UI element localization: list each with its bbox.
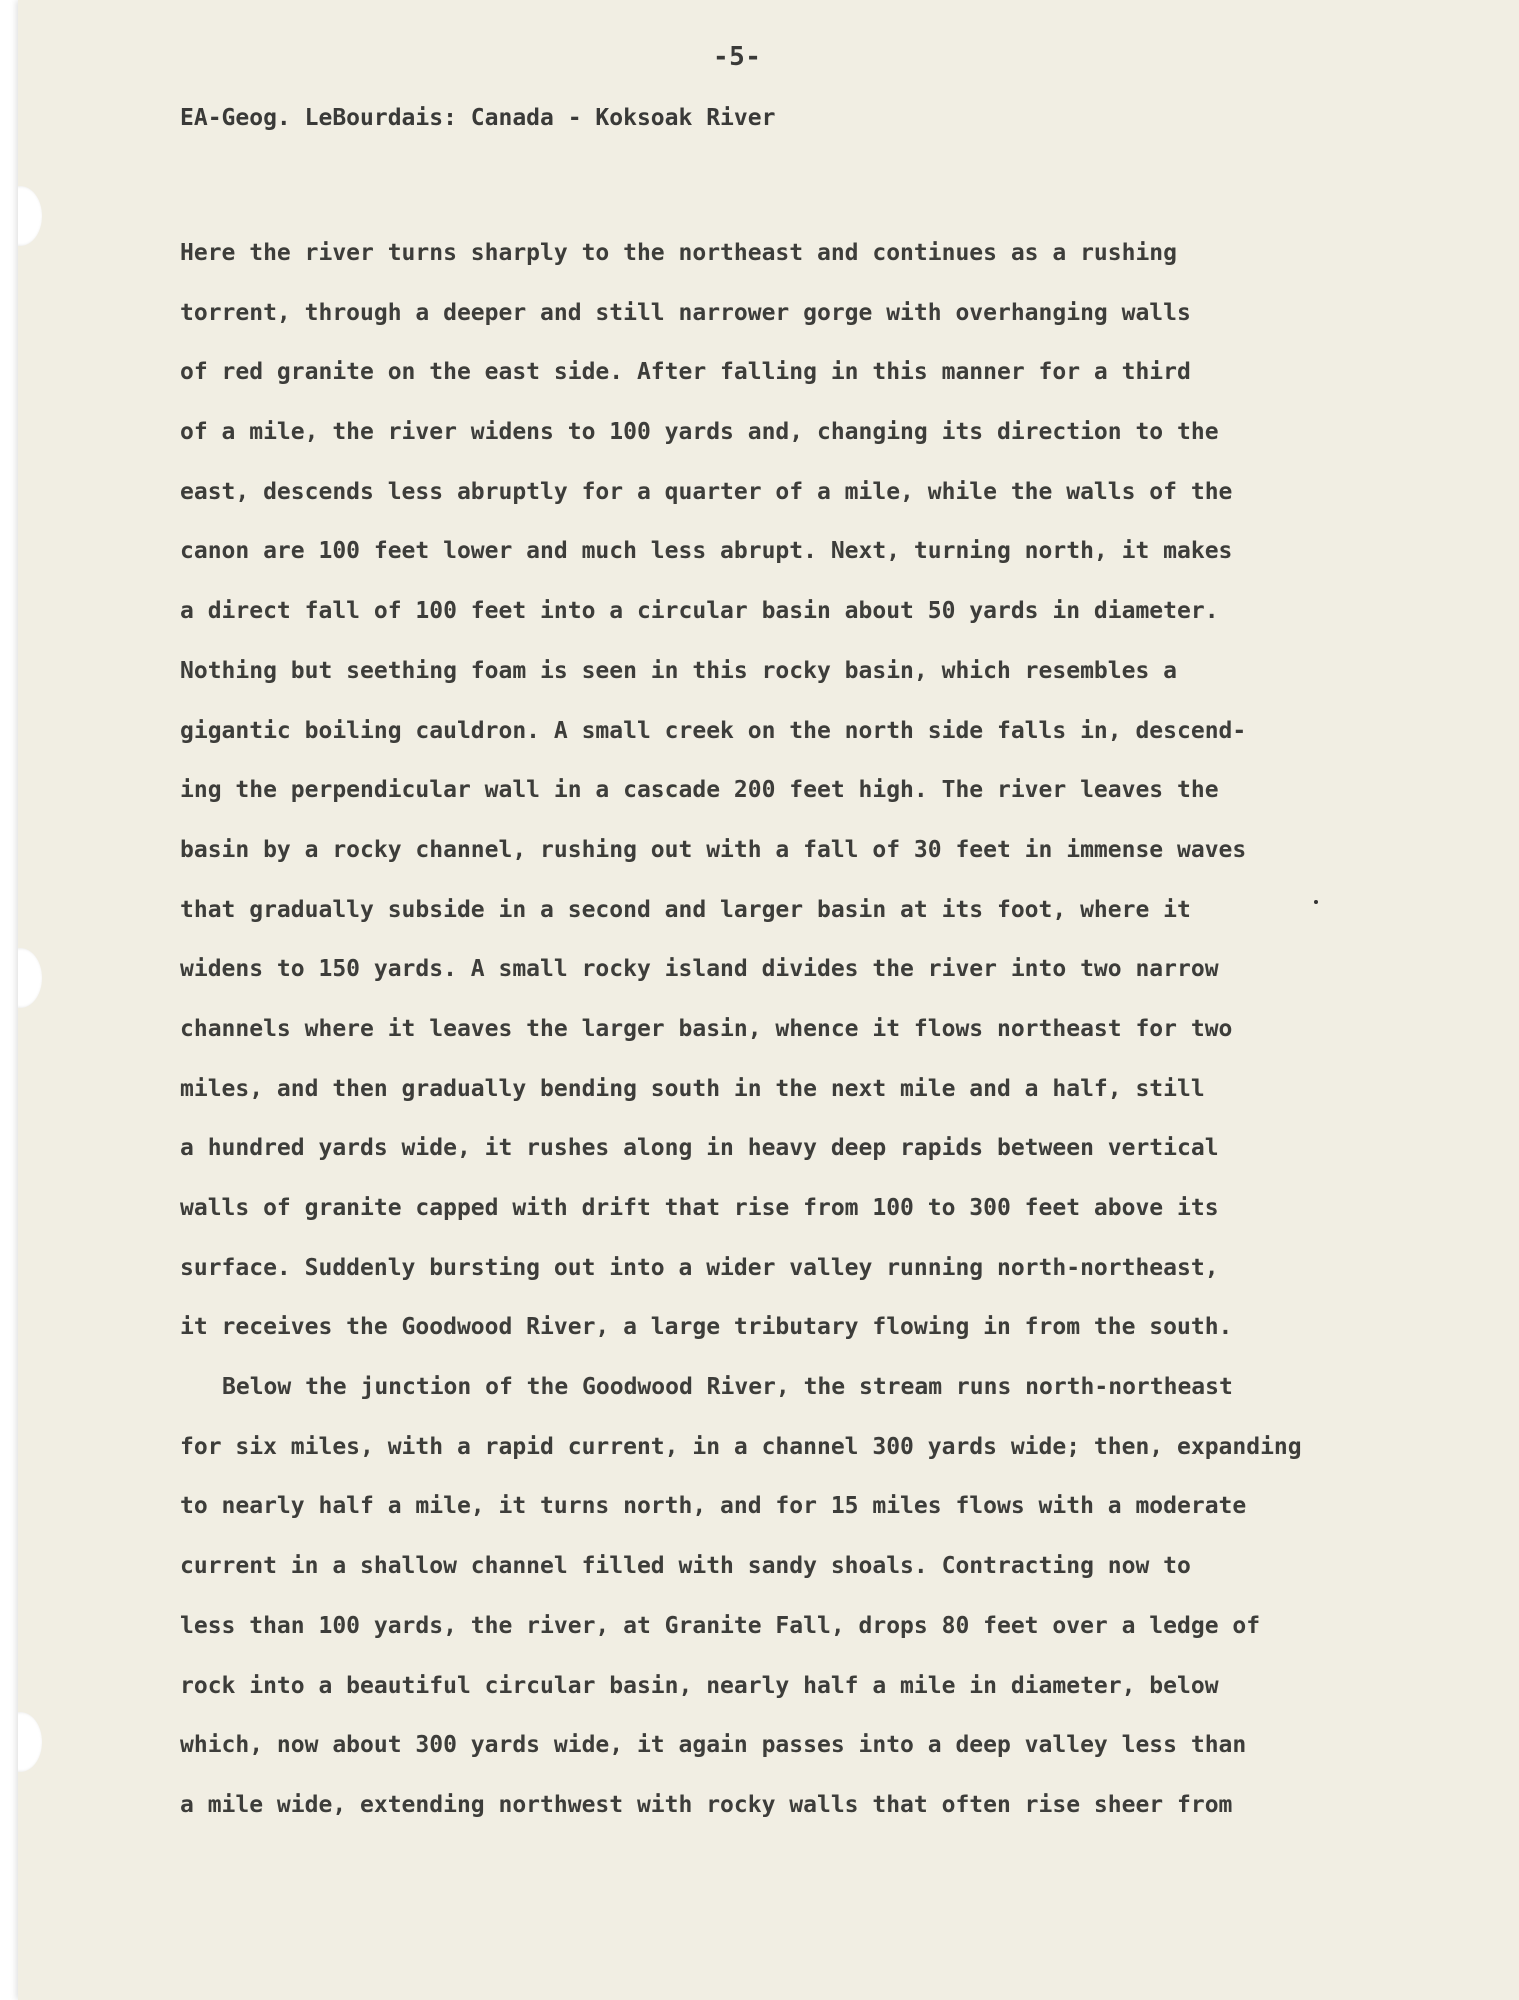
punch-hole <box>18 1712 42 1772</box>
text-line: surface. Suddenly bursting out into a wider valley running north-northeast, <box>180 1254 1219 1281</box>
text-line: a mile wide, extending northwest with rocky walls that often rise sheer from <box>180 1791 1233 1818</box>
ink-speck <box>1314 900 1318 904</box>
text-line: it receives the Goodwood River, a large tributary flowing in from the south. <box>180 1314 1233 1341</box>
text-line: a hundred yards wide, it rushes along in heavy deep rapids between vertical <box>180 1135 1219 1162</box>
text-line: current in a shallow channel filled with sandy shoals. Contracting now to <box>180 1553 1191 1580</box>
text-line: of red granite on the east side. After falling in this manner for a third <box>180 359 1191 386</box>
text-line: rock into a beautiful circular basin, nearly half a mile in diameter, below <box>180 1672 1219 1699</box>
text-line: that gradually subside in a second and larger basin at its foot, where it <box>180 896 1191 923</box>
text-line: torrent, through a deeper and still narrower gorge with overhanging walls <box>180 299 1191 326</box>
text-line: ing the perpendicular wall in a cascade 200 feet high. The river leaves the <box>180 777 1219 804</box>
text-line: basin by a rocky channel, rushing out with a fall of 30 feet in immense waves <box>180 836 1247 863</box>
body-text <box>180 224 1480 1836</box>
text-line: Nothing but seething foam is seen in this rocky basin, which resembles a <box>180 657 1177 684</box>
text-line: to nearly half a mile, it turns north, and for 15 miles flows with a moderate <box>180 1493 1247 1520</box>
punch-hole <box>18 186 42 246</box>
text-line: Here the river turns sharply to the northeast and continues as a rushing <box>180 240 1177 266</box>
text-line: which, now about 300 yards wide, it again passes into a deep valley less than <box>180 1732 1247 1759</box>
text-line: widens to 150 yards. A small rocky island divides the river into two narrow <box>180 956 1219 983</box>
text-line: a direct fall of 100 feet into a circular basin about 50 yards in diameter. <box>180 598 1219 625</box>
document-header: EA-Geog. LeBourdais: Canada - Koksoak River <box>180 105 776 131</box>
punch-hole <box>18 948 42 1008</box>
text-line: canon are 100 feet lower and much less abrupt. Next, turning north, it makes <box>180 538 1233 565</box>
text-line: miles, and then gradually bending south in the next mile and a half, still <box>180 1075 1205 1102</box>
text-line: walls of granite capped with drift that rise from 100 to 300 feet above its <box>180 1195 1219 1221</box>
text-line: gigantic boiling cauldron. A small creek on the north side falls in, descend- <box>180 717 1247 744</box>
text-line: Below the junction of the Goodwood River, the stream runs north-northeast <box>222 1374 1233 1401</box>
text-line: east, descends less abruptly for a quarter of a mile, while the walls of the <box>180 478 1233 505</box>
text-line: for six miles, with a rapid current, in a channel 300 yards wide; then, expanding <box>180 1433 1302 1460</box>
text-line: less than 100 yards, the river, at Granite Fall, drops 80 feet over a ledge of <box>180 1612 1261 1639</box>
typewritten-page <box>18 0 1519 2000</box>
page-number: -5- <box>713 42 762 72</box>
text-line: channels where it leaves the larger basin, whence it flows northeast for two <box>180 1015 1233 1042</box>
text-line: of a mile, the river widens to 100 yards and, changing its direction to the <box>180 419 1219 446</box>
